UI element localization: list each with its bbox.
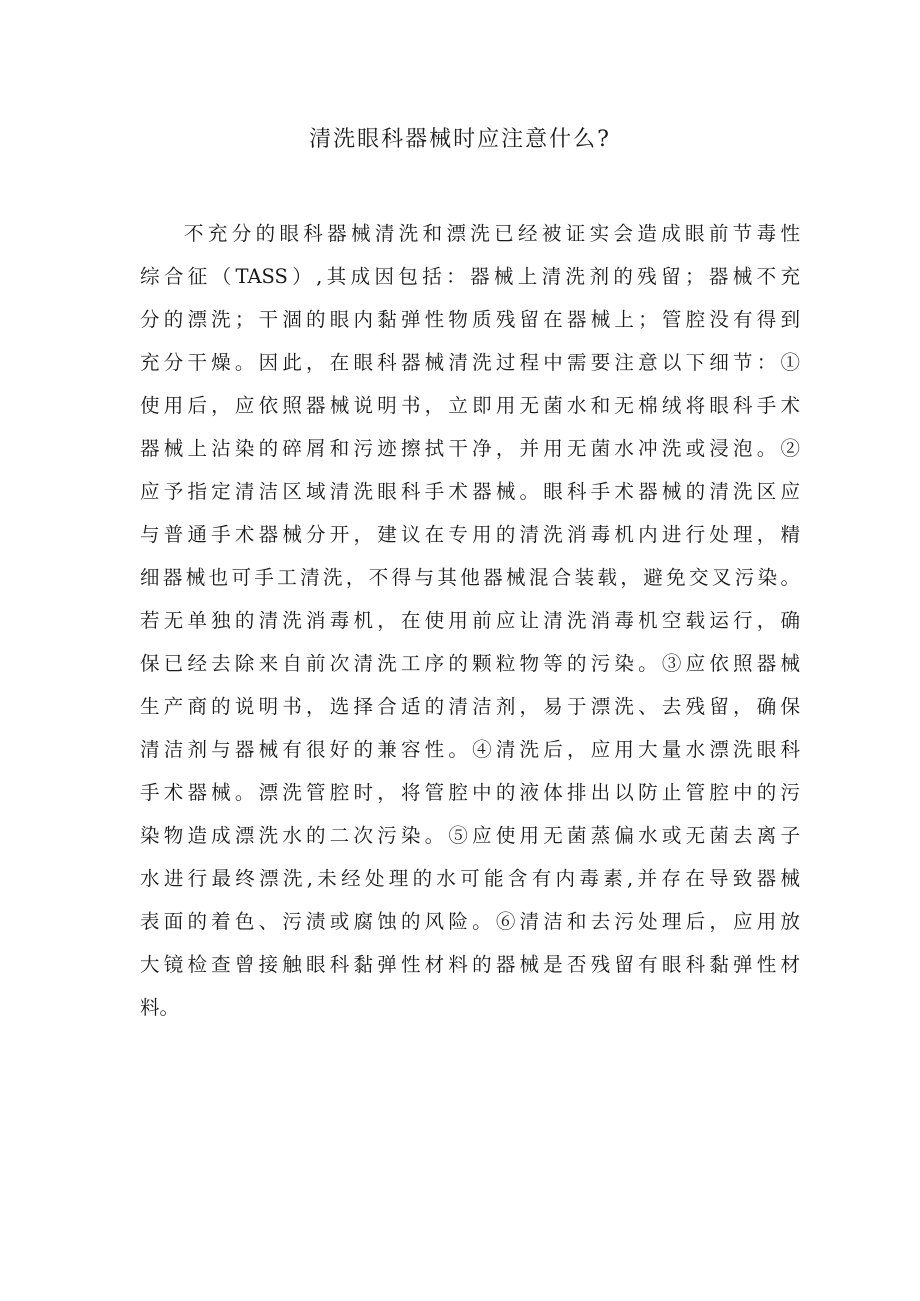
paragraph-line: 充分干燥。因此，在眼科器械清洗过程中需要注意以下细节：① — [140, 351, 800, 374]
paragraph-line: 器械上沾染的碎屑和污迹擦拭干净，并用无菌水冲洗或浸泡。② — [140, 437, 800, 460]
paragraph-line: 生产商的说明书，选择合适的清洁剂，易于漂洗、去残留，确保 — [140, 695, 800, 718]
paragraph-line: 表面的着色、污渍或腐蚀的风险。⑥清洁和去污处理后，应用放 — [140, 910, 800, 933]
paragraph-line: 水进行最终漂洗,未经处理的水可能含有内毒素,并存在导致器械 — [140, 867, 800, 890]
paragraph-line: 清洁剂与器械有很好的兼容性。④清洗后，应用大量水漂洗眼科 — [140, 738, 800, 761]
paragraph-line: 料。 — [140, 996, 180, 1019]
paragraph-line: 染物造成漂洗水的二次污染。⑤应使用无菌蒸偏水或无菌去离子 — [140, 824, 800, 847]
paragraph-line: 与普通手术器械分开，建议在专用的清洗消毒机内进行处理，精 — [140, 523, 800, 546]
paragraph-line: 手术器械。漂洗管腔时，将管腔中的液体排出以防止管腔中的污 — [140, 781, 800, 804]
paragraph-line: 细器械也可手工清洗，不得与其他器械混合装载，避免交叉污染。 — [140, 566, 800, 589]
paragraph-line: 大镜检查曾接触眼科黏弹性材料的器械是否残留有眼科黏弹性材 — [140, 953, 800, 976]
paragraph-line: 分的漂洗；干涸的眼内黏弹性物质残留在器械上；管腔没有得到 — [140, 308, 800, 331]
body-paragraph — [140, 212, 800, 1029]
paragraph-line: 综合征（TASS）,其成因包括：器械上清洗剂的残留；器械不充 — [140, 265, 800, 288]
page-title: 清洗眼科器械时应注意什么? — [309, 127, 611, 152]
paragraph-line: 应予指定清洁区域清洗眼科手术器械。眼科手术器械的清洗区应 — [140, 480, 800, 503]
paragraph-line: 使用后，应依照器械说明书，立即用无菌水和无棉绒将眼科手术 — [140, 394, 800, 417]
paragraph-line: 保已经去除来自前次清洗工序的颗粒物等的污染。③应依照器械 — [140, 652, 800, 675]
paragraph-line: 若无单独的清洗消毒机，在使用前应让清洗消毒机空载运行，确 — [140, 609, 800, 632]
paragraph-line: 不充分的眼科器械清洗和漂洗已经被证实会造成眼前节毒性 — [184, 222, 800, 245]
